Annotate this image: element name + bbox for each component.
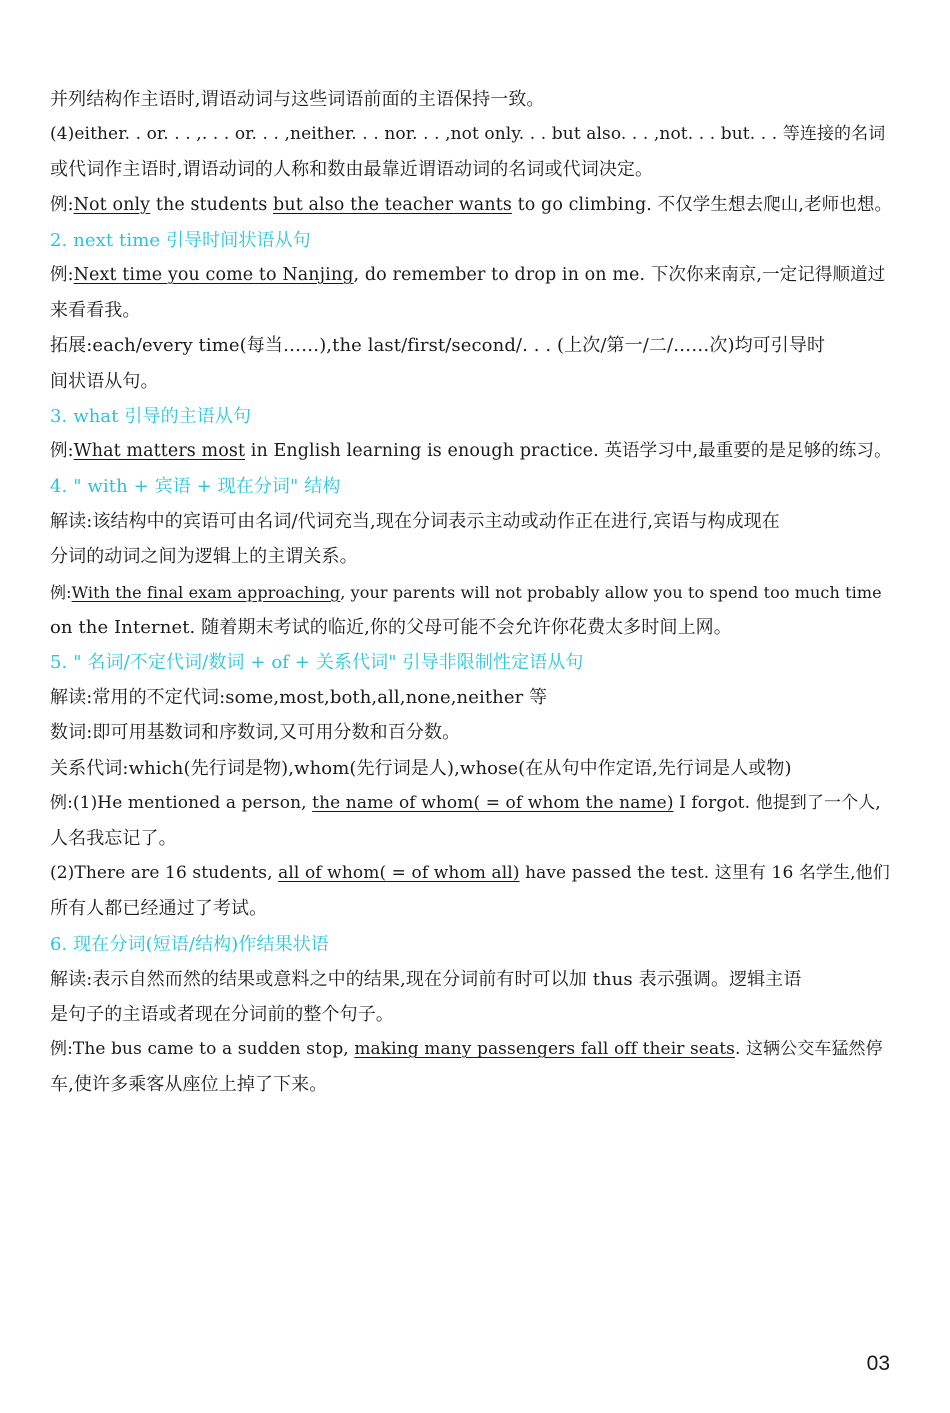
example-prefix: 例: <box>50 582 72 602</box>
example-line <box>50 786 902 821</box>
example-line <box>50 1032 902 1067</box>
paragraph-line: 是句子的主语或者现在分词前的整个句子。 <box>50 1003 394 1025</box>
paragraph-line: 数词:即可用基数词和序数词,又可用分数和百分数。 <box>50 722 461 744</box>
underlined-phrase: making many passengers fall off their seats <box>354 1039 735 1060</box>
example-text: 例:(1)He mentioned a person, <box>50 792 313 813</box>
underlined-phrase: all of whom( = of whom all) <box>278 863 520 884</box>
paragraph-line: 人名我忘记了。 <box>50 827 177 849</box>
underlined-phrase: What matters most <box>73 440 246 461</box>
example-text: . 这辆公交车猛然停 <box>734 1039 883 1060</box>
paragraph-line: 来看看我。 <box>50 300 141 322</box>
paragraph-line: (4)either. . or. . . ,. . . or. . . ,neither. . . nor. . . ,not only. . . but also. . . ,not. . . but. . . 等连接的名词 <box>50 124 886 145</box>
paragraph-line: 关系代词:which(先行词是物),whom(先行词是人),whose(在从句中作定语,先行词是人或物) <box>50 757 792 779</box>
example-text: in English learning is enough practice. 英语学习中,最重要的是足够的练习。 <box>245 440 892 461</box>
paragraph-line: 解读:该结构中的宾语可由名词/代词充当,现在分词表示主动或动作正在进行,宾语与构成现在 <box>50 511 780 533</box>
example-line <box>50 575 902 610</box>
example-text: , do remember to drop in on me. 下次你来南京,一定记得顺道过 <box>353 264 886 285</box>
example-text: the students <box>150 194 274 215</box>
paragraph-line: 拓展:each/every time(每当……),the last/first/second/. . . (上次/第一/二/……次)均可引导时 <box>50 335 826 357</box>
paragraph-line: 所有人都已经通过了考试。 <box>50 898 268 920</box>
underlined-phrase: the name of whom( = of whom the name) <box>312 792 674 813</box>
example-line <box>50 188 902 223</box>
document-body <box>50 82 902 1102</box>
section-heading: 6. 现在分词(短语/结构)作结果状语 <box>50 933 329 955</box>
paragraph-line: 解读:表示自然而然的结果或意料之中的结果,现在分词前有时可以加 thus 表示强调。逻辑主语 <box>50 968 802 990</box>
example-text: to go climbing. 不仅学生想去爬山,老师也想。 <box>511 194 893 215</box>
example-text: I forgot. 他提到了一个人, <box>673 792 881 813</box>
paragraph-line: 解读:常用的不定代词:some,most,both,all,none,neither 等 <box>50 687 548 709</box>
example-line <box>50 856 902 891</box>
underlined-phrase: With the final exam approaching <box>71 582 341 602</box>
example-text: have passed the test. 这里有 16 名学生,他们 <box>519 863 890 884</box>
paragraph-line: 分词的动词之间为逻辑上的主谓关系。 <box>50 546 358 568</box>
paragraph-line: 间状语从句。 <box>50 370 159 392</box>
example-text: (2)There are 16 students, <box>50 863 279 884</box>
paragraph-line: on the Internet. 随着期末考试的临近,你的父母可能不会允许你花费太多时间上网。 <box>50 616 732 638</box>
underlined-phrase: Next time you come to Nanjing <box>73 264 354 285</box>
example-prefix: 例: <box>50 440 74 461</box>
page-number: 03 <box>866 1352 890 1375</box>
example-line <box>50 434 902 469</box>
paragraph-line: 车,使许多乘客从座位上掉了下来。 <box>50 1074 328 1096</box>
section-heading: 2. next time 引导时间状语从句 <box>50 229 311 251</box>
example-prefix: 例: <box>50 194 74 215</box>
example-text: , your parents will not probably allow you to spend too much time <box>340 582 882 602</box>
underlined-phrase: but also the teacher wants <box>273 194 512 215</box>
underlined-phrase: Not only <box>73 194 151 215</box>
example-prefix: 例: <box>50 264 74 285</box>
example-text: 例:The bus came to a sudden stop, <box>50 1039 355 1060</box>
section-heading: 5. " 名词/不定代词/数词 + of + 关系代词" 引导非限制性定语从句 <box>50 652 584 673</box>
paragraph-line: 并列结构作主语时,谓语动词与这些词语前面的主语保持一致。 <box>50 89 545 110</box>
section-heading: 3. what 引导的主语从句 <box>50 405 252 427</box>
example-line <box>50 258 902 293</box>
paragraph-line: 或代词作主语时,谓语动词的人称和数由最靠近谓语动词的名词或代词决定。 <box>50 159 654 181</box>
section-heading: 4. " with + 宾语 + 现在分词" 结构 <box>50 476 341 498</box>
